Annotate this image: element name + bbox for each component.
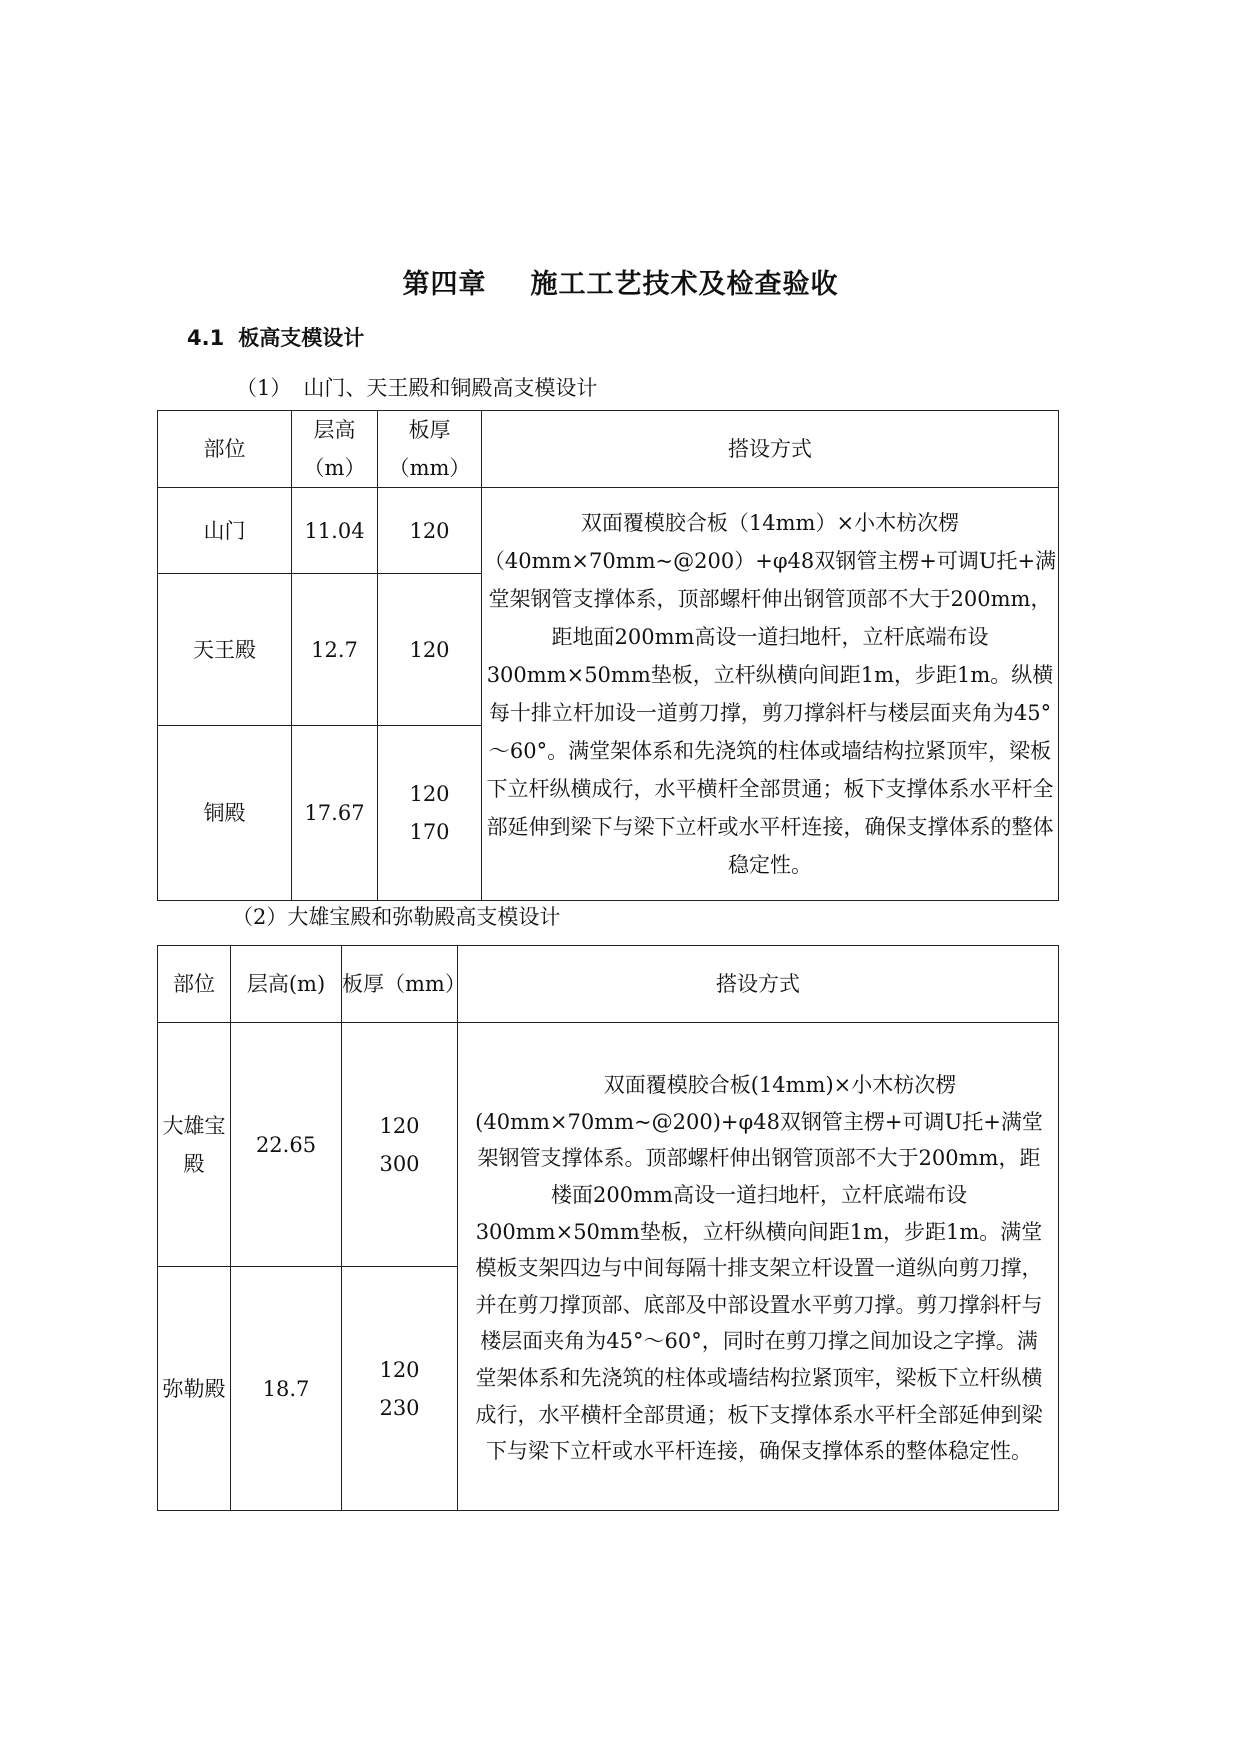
table1-height: 11.04: [292, 488, 378, 574]
table1-part: 天王殿: [158, 574, 292, 726]
section-number: 4.1: [187, 326, 225, 350]
section-title: [187, 322, 364, 352]
table2-thickness: [342, 1023, 458, 1267]
table1-height: 17.67: [292, 726, 378, 901]
table1-header-height: 层高（m）: [292, 411, 378, 488]
table2-height: 18.7: [231, 1267, 342, 1511]
table2-header-part: 部位: [158, 946, 231, 1023]
thickness-value: 120: [379, 1357, 420, 1382]
chapter-number: 第四章: [402, 269, 487, 300]
table2-header-thickness: 板厚（mm）: [342, 946, 458, 1023]
table2-header-row: [158, 946, 1059, 1023]
chapter-title: [0, 262, 1241, 301]
table2-caption: （2）大雄宝殿和弥勒殿高支模设计: [232, 905, 561, 929]
table2-part: 大雄宝殿: [158, 1023, 231, 1267]
table1-thickness: [378, 726, 482, 901]
table2-header-method: 搭设方式: [458, 946, 1059, 1023]
chapter-name: 施工工艺技术及检查验收: [530, 269, 839, 300]
table1-method: 双面覆模胶合板（14mm）×小木枋次楞（40mm×70mm~@200）+φ48双钢管主楞+可调U托+满堂架钢管支撑体系，顶部螺杆伸出钢管顶部不大于200mm，距地面200mm高设一道扫地杆，立杆底端布设300mm×50mm垫板，立杆纵横向间距1m，步距1m。纵横每十排立杆加设一道剪刀撑，剪刀撑斜杆与楼层面夹角为45°～60°。满堂架体系和先浇筑的柱体或墙结构拉紧顶牢，梁板下立杆纵横成行，水平横杆全部贯通；板下支撑体系水平杆全部延伸到梁下与梁下立杆或水平杆连接，确保支撑体系的整体稳定性。: [482, 488, 1059, 901]
table1-part: 铜殿: [158, 726, 292, 901]
section-name: 板高支模设计: [238, 326, 365, 350]
table1-caption: [236, 372, 597, 402]
table2-height: 22.65: [231, 1023, 342, 1267]
table1-part: 山门: [158, 488, 292, 574]
table2-thickness: [342, 1267, 458, 1511]
table1-header-thickness: 板厚（mm）: [378, 411, 482, 488]
table1-caption-number: （1）: [236, 376, 292, 400]
thickness-value: 170: [409, 820, 450, 844]
table-row: [158, 488, 1059, 574]
thickness-value: 300: [379, 1151, 420, 1176]
table1-header-part: 部位: [158, 411, 292, 488]
thickness-value: 120: [409, 782, 450, 806]
table2-part: 弥勒殿: [158, 1267, 231, 1511]
table1-header-row: [158, 411, 1059, 488]
table1-thickness: 120: [378, 488, 482, 574]
table2-header-height: 层高(m): [231, 946, 342, 1023]
table1-thickness: 120: [378, 574, 482, 726]
table-row: [158, 1023, 1059, 1267]
table1-caption-text: 山门、天王殿和铜殿高支模设计: [303, 376, 598, 400]
table2: [157, 945, 1059, 1511]
table2-method: 双面覆模胶合板(14mm)×小木枋次楞(40mm×70mm~@200)+φ48双钢管主楞+可调U托+满堂架钢管支撑体系。顶部螺杆伸出钢管顶部不大于200mm，距楼面200mm高设一道扫地杆，立杆底端布设300mm×50mm垫板，立杆纵横向间距1m，步距1m。满堂模板支架四边与中间每隔十排支架立杆设置一道纵向剪刀撑，并在剪刀撑顶部、底部及中部设置水平剪刀撑。剪刀撑斜杆与楼层面夹角为45°～60°，同时在剪刀撑之间加设之字撑。满堂架体系和先浇筑的柱体或墙结构拉紧顶牢，梁板下立杆纵横成行，水平横杆全部贯通；板下支撑体系水平杆全部延伸到梁下与梁下立杆或水平杆连接，确保支撑体系的整体稳定性。: [458, 1023, 1059, 1511]
thickness-value: 230: [379, 1395, 420, 1420]
table1-header-method: 搭设方式: [482, 411, 1059, 488]
table1: [157, 410, 1059, 901]
thickness-value: 120: [379, 1113, 420, 1138]
table1-height: 12.7: [292, 574, 378, 726]
